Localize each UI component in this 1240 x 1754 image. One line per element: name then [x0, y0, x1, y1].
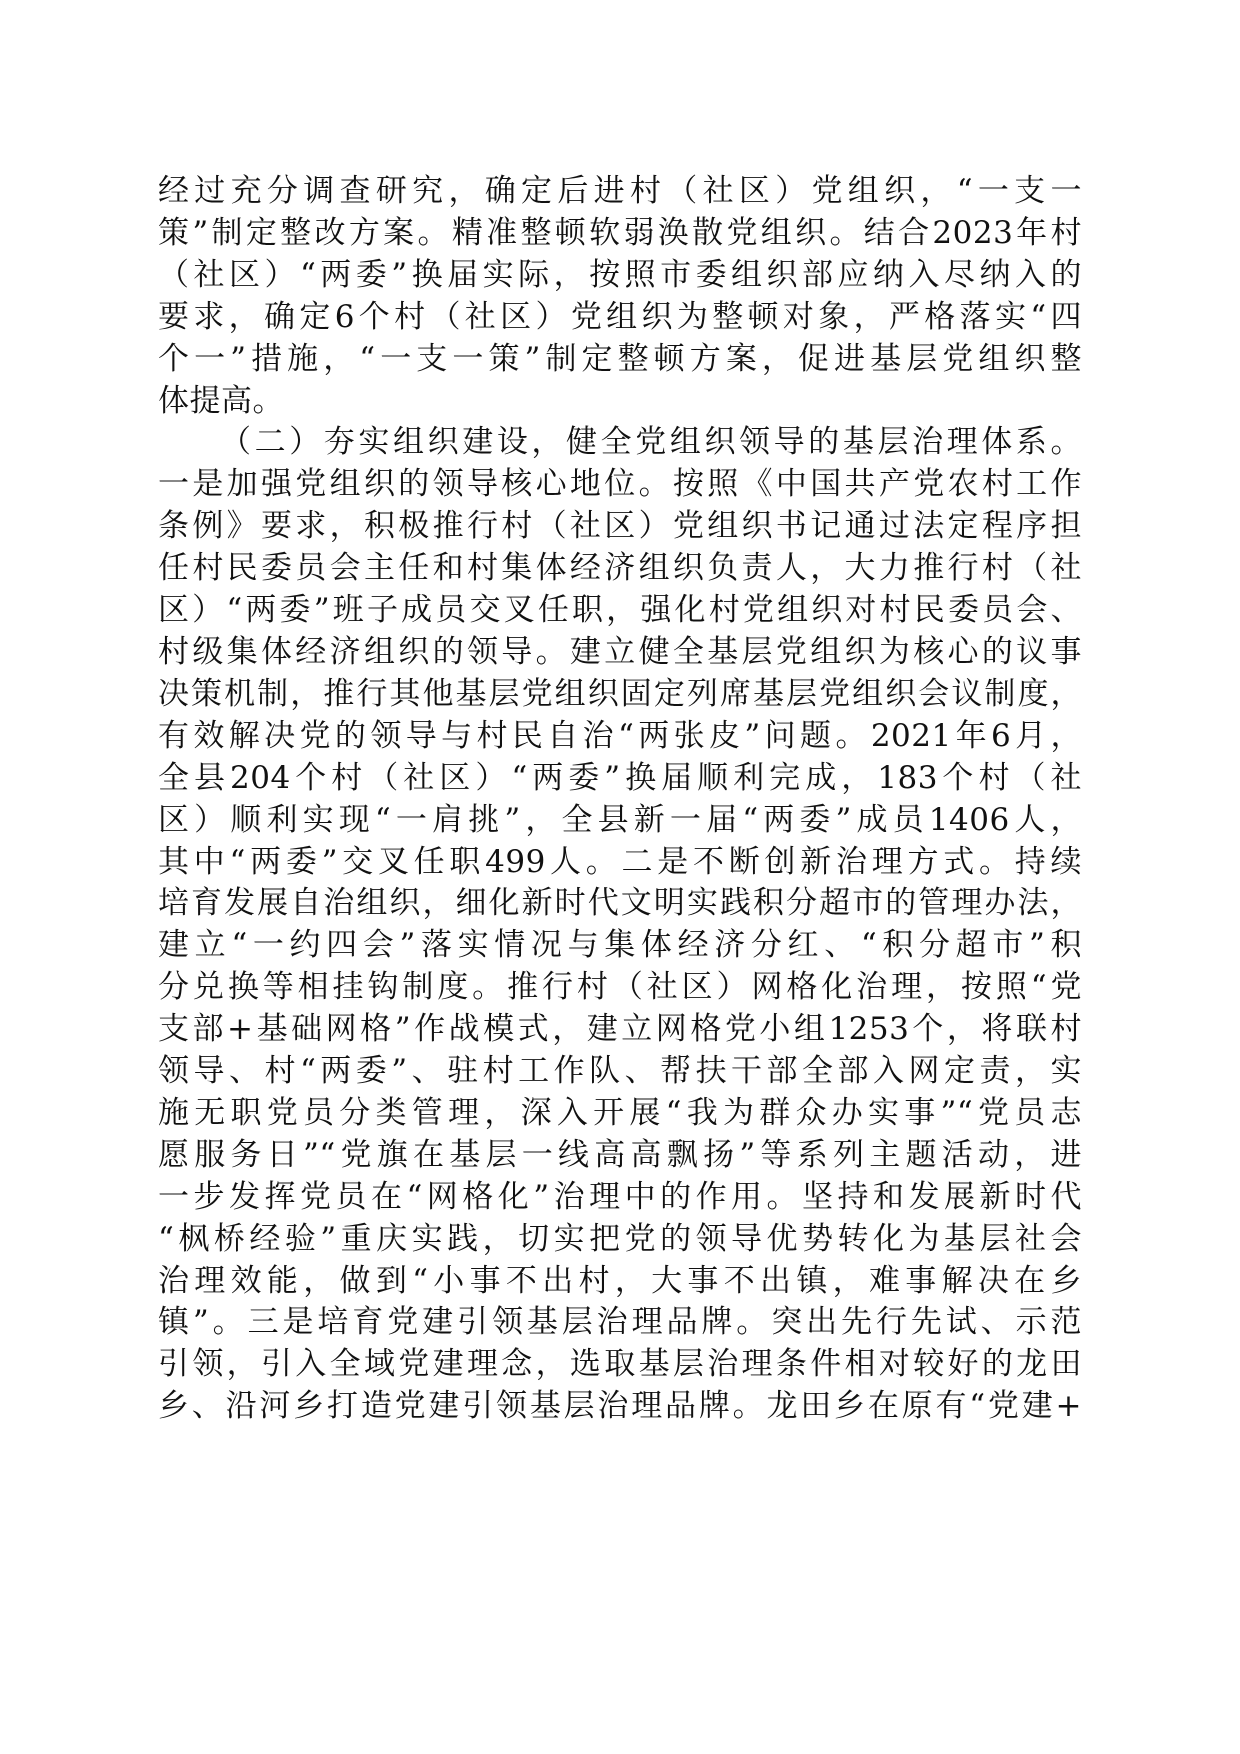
- section-heading-line: （二）夯实组织建设，健全党组织领导的基层治理体系。: [220, 424, 1082, 461]
- text-line: （社区）“两委”换届实际，按照市委组织部应纳入尽纳入的: [158, 256, 1082, 293]
- document-body: [158, 171, 1082, 1428]
- text-line: 体提高。: [158, 382, 284, 419]
- text-line: 一是加强党组织的领导核心地位。按照《中国共产党农村工作: [158, 466, 1082, 503]
- text-line: 引领，引入全域党建理念，选取基层治理条件相对较好的龙田: [158, 1346, 1082, 1383]
- text-line: 其中“两委”交叉任职499人。二是不断创新治理方式。持续: [158, 843, 1082, 880]
- text-line: 区）顺利实现“一肩挑”，全县新一届“两委”成员1406人，: [158, 801, 1082, 838]
- text-line: 治理效能，做到“小事不出村，大事不出镇，难事解决在乡: [158, 1262, 1082, 1299]
- paragraph-2: [158, 422, 1082, 1428]
- text-line: 决策机制，推行其他基层党组织固定列席基层党组织会议制度，: [158, 675, 1082, 712]
- text-line: 支部+基础网格”作战模式，建立网格党小组1253个，将联村: [158, 1011, 1082, 1048]
- text-line: 施无职党员分类管理，深入开展“我为群众办实事”“党员志: [158, 1094, 1082, 1131]
- text-line: 经过充分调查研究，确定后进村（社区）党组织，“一支一: [158, 173, 1082, 209]
- text-line: 区）“两委”班子成员交叉任职，强化村党组织对村民委员会、: [158, 592, 1082, 629]
- text-line: 策”制定整改方案。精准整顿软弱涣散党组织。结合2023年村: [158, 214, 1082, 251]
- text-line: 镇”。三是培育党建引领基层治理品牌。突出先行先试、示范: [158, 1304, 1082, 1341]
- text-line: 乡、沿河乡打造党建引领基层治理品牌。龙田乡在原有“党建+: [158, 1388, 1082, 1425]
- text-line: 个一”措施，“一支一策”制定整顿方案，促进基层党组织整: [158, 340, 1082, 377]
- text-line: 分兑换等相挂钩制度。推行村（社区）网格化治理，按照“党: [158, 969, 1082, 1006]
- text-line: 一步发挥党员在“网格化”治理中的作用。坚持和发展新时代: [158, 1178, 1082, 1215]
- paragraph-1: [158, 171, 1082, 422]
- text-line: 愿服务日”“党旗在基层一线高高飘扬”等系列主题活动，进: [158, 1136, 1082, 1173]
- text-line: 全县204个村（社区）“两委”换届顺利完成，183个村（社: [158, 759, 1082, 796]
- text-line: 建立“一约四会”落实情况与集体经济分红、“积分超市”积: [158, 927, 1082, 964]
- text-line: 培育发展自治组织，细化新时代文明实践积分超市的管理办法，: [158, 885, 1082, 922]
- text-line: 条例》要求，积极推行村（社区）党组织书记通过法定程序担: [158, 508, 1082, 545]
- text-line: 任村民委员会主任和村集体经济组织负责人，大力推行村（社: [158, 550, 1082, 587]
- text-line: 有效解决党的领导与村民自治“两张皮”问题。2021年6月，: [158, 717, 1082, 754]
- text-line: 要求，确定6个村（社区）党组织为整顿对象，严格落实“四: [158, 298, 1082, 335]
- text-line: 领导、村“两委”、驻村工作队、帮扶干部全部入网定责，实: [158, 1053, 1082, 1090]
- text-line: 村级集体经济组织的领导。建立健全基层党组织为核心的议事: [158, 633, 1082, 670]
- text-line: “枫桥经验”重庆实践，切实把党的领导优势转化为基层社会: [158, 1220, 1082, 1257]
